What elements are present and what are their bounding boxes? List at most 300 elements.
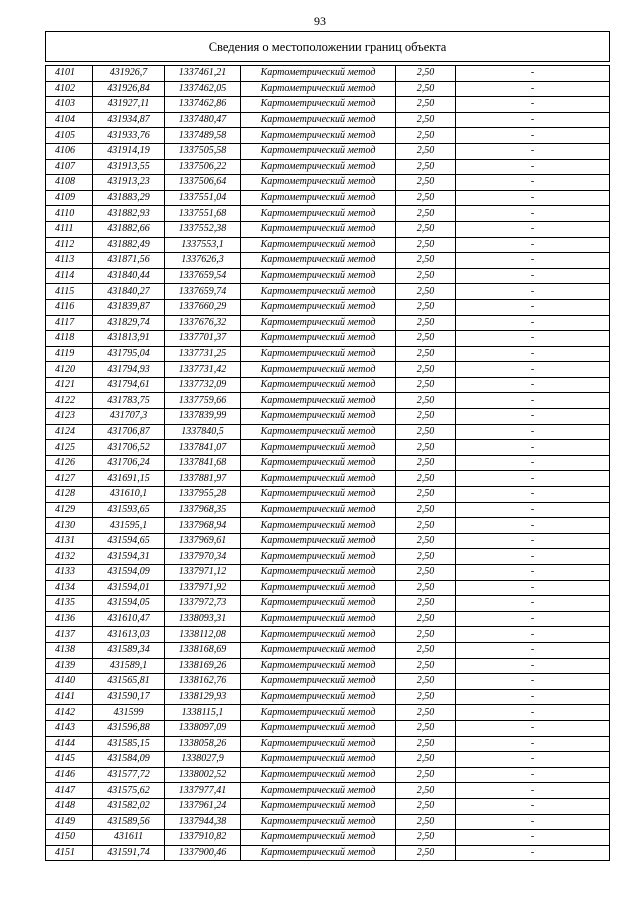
description-cell: -	[456, 440, 610, 456]
method-cell: Картометрический метод	[241, 487, 396, 503]
x-coordinate-cell: 431593,65	[93, 502, 165, 518]
x-coordinate-cell: 431584,09	[93, 752, 165, 768]
accuracy-cell: 2,50	[396, 143, 456, 159]
y-coordinate-cell: 1337839,99	[165, 409, 241, 425]
accuracy-cell: 2,50	[396, 440, 456, 456]
y-coordinate-cell: 1337461,21	[165, 66, 241, 82]
x-coordinate-cell: 431933,76	[93, 128, 165, 144]
y-coordinate-cell: 1337841,07	[165, 440, 241, 456]
table-row	[46, 642, 610, 658]
x-coordinate-cell: 431794,93	[93, 362, 165, 378]
x-coordinate-cell: 431611	[93, 830, 165, 846]
table-row	[46, 549, 610, 565]
table-row	[46, 502, 610, 518]
accuracy-cell: 2,50	[396, 455, 456, 471]
method-cell: Картометрический метод	[241, 221, 396, 237]
description-cell: -	[456, 81, 610, 97]
method-cell: Картометрический метод	[241, 736, 396, 752]
accuracy-cell: 2,50	[396, 658, 456, 674]
y-coordinate-cell: 1337551,68	[165, 206, 241, 222]
description-cell: -	[456, 549, 610, 565]
accuracy-cell: 2,50	[396, 315, 456, 331]
point-number-cell: 4133	[46, 565, 93, 581]
method-cell: Картометрический метод	[241, 424, 396, 440]
x-coordinate-cell: 431882,66	[93, 221, 165, 237]
description-cell: -	[456, 689, 610, 705]
accuracy-cell: 2,50	[396, 830, 456, 846]
point-number-cell: 4136	[46, 611, 93, 627]
x-coordinate-cell: 431813,91	[93, 331, 165, 347]
y-coordinate-cell: 1338129,93	[165, 689, 241, 705]
description-cell: -	[456, 143, 610, 159]
accuracy-cell: 2,50	[396, 66, 456, 82]
point-number-cell: 4117	[46, 315, 93, 331]
description-cell: -	[456, 299, 610, 315]
description-cell: -	[456, 190, 610, 206]
method-cell: Картометрический метод	[241, 159, 396, 175]
description-cell: -	[456, 596, 610, 612]
accuracy-cell: 2,50	[396, 845, 456, 861]
x-coordinate-cell: 431707,3	[93, 409, 165, 425]
table-row	[46, 66, 610, 82]
y-coordinate-cell: 1337840,5	[165, 424, 241, 440]
description-cell: -	[456, 206, 610, 222]
table-row	[46, 627, 610, 643]
description-cell: -	[456, 66, 610, 82]
accuracy-cell: 2,50	[396, 596, 456, 612]
method-cell: Картометрический метод	[241, 81, 396, 97]
method-cell: Картометрический метод	[241, 66, 396, 82]
table-row	[46, 206, 610, 222]
description-cell: -	[456, 315, 610, 331]
table-row	[46, 596, 610, 612]
x-coordinate-cell: 431589,1	[93, 658, 165, 674]
y-coordinate-cell: 1337910,82	[165, 830, 241, 846]
description-cell: -	[456, 175, 610, 191]
table-row	[46, 814, 610, 830]
point-number-cell: 4129	[46, 502, 93, 518]
method-cell: Картометрический метод	[241, 284, 396, 300]
accuracy-cell: 2,50	[396, 221, 456, 237]
accuracy-cell: 2,50	[396, 159, 456, 175]
method-cell: Картометрический метод	[241, 190, 396, 206]
point-number-cell: 4139	[46, 658, 93, 674]
accuracy-cell: 2,50	[396, 689, 456, 705]
point-number-cell: 4148	[46, 798, 93, 814]
accuracy-cell: 2,50	[396, 518, 456, 534]
method-cell: Картометрический метод	[241, 175, 396, 191]
point-number-cell: 4120	[46, 362, 93, 378]
table-row	[46, 159, 610, 175]
y-coordinate-cell: 1337462,86	[165, 97, 241, 113]
accuracy-cell: 2,50	[396, 175, 456, 191]
description-cell: -	[456, 502, 610, 518]
x-coordinate-cell: 431589,34	[93, 642, 165, 658]
point-number-cell: 4143	[46, 720, 93, 736]
x-coordinate-cell: 431883,29	[93, 190, 165, 206]
y-coordinate-cell: 1337944,38	[165, 814, 241, 830]
table-row	[46, 377, 610, 393]
y-coordinate-cell: 1337841,68	[165, 455, 241, 471]
y-coordinate-cell: 1337732,09	[165, 377, 241, 393]
accuracy-cell: 2,50	[396, 128, 456, 144]
x-coordinate-cell: 431589,56	[93, 814, 165, 830]
table-row	[46, 81, 610, 97]
y-coordinate-cell: 1337659,74	[165, 284, 241, 300]
y-coordinate-cell: 1337553,1	[165, 237, 241, 253]
description-cell: -	[456, 331, 610, 347]
accuracy-cell: 2,50	[396, 190, 456, 206]
method-cell: Картометрический метод	[241, 814, 396, 830]
y-coordinate-cell: 1337759,66	[165, 393, 241, 409]
description-cell: -	[456, 487, 610, 503]
accuracy-cell: 2,50	[396, 565, 456, 581]
table-title-row	[46, 32, 610, 62]
accuracy-cell: 2,50	[396, 674, 456, 690]
x-coordinate-cell: 431599	[93, 705, 165, 721]
point-number-cell: 4111	[46, 221, 93, 237]
x-coordinate-cell: 431913,23	[93, 175, 165, 191]
description-cell: -	[456, 362, 610, 378]
accuracy-cell: 2,50	[396, 642, 456, 658]
table-row	[46, 112, 610, 128]
point-number-cell: 4119	[46, 346, 93, 362]
description-cell: -	[456, 253, 610, 269]
accuracy-cell: 2,50	[396, 112, 456, 128]
table-row	[46, 689, 610, 705]
table-row	[46, 736, 610, 752]
table-row	[46, 346, 610, 362]
y-coordinate-cell: 1338169,26	[165, 658, 241, 674]
accuracy-cell: 2,50	[396, 268, 456, 284]
description-cell: -	[456, 237, 610, 253]
accuracy-cell: 2,50	[396, 502, 456, 518]
description-cell: -	[456, 268, 610, 284]
description-cell: -	[456, 611, 610, 627]
point-number-cell: 4125	[46, 440, 93, 456]
description-cell: -	[456, 627, 610, 643]
method-cell: Картометрический метод	[241, 533, 396, 549]
point-number-cell: 4114	[46, 268, 93, 284]
x-coordinate-cell: 431882,49	[93, 237, 165, 253]
y-coordinate-cell: 1337659,54	[165, 268, 241, 284]
accuracy-cell: 2,50	[396, 331, 456, 347]
method-cell: Картометрический метод	[241, 112, 396, 128]
method-cell: Картометрический метод	[241, 580, 396, 596]
point-number-cell: 4106	[46, 143, 93, 159]
table-row	[46, 315, 610, 331]
x-coordinate-cell: 431882,93	[93, 206, 165, 222]
point-number-cell: 4128	[46, 487, 93, 503]
description-cell: -	[456, 393, 610, 409]
description-cell: -	[456, 705, 610, 721]
table-row	[46, 237, 610, 253]
table-row	[46, 533, 610, 549]
table-row	[46, 720, 610, 736]
table-row	[46, 518, 610, 534]
method-cell: Картометрический метод	[241, 237, 396, 253]
x-coordinate-cell: 431926,7	[93, 66, 165, 82]
method-cell: Картометрический метод	[241, 611, 396, 627]
method-cell: Картометрический метод	[241, 783, 396, 799]
method-cell: Картометрический метод	[241, 346, 396, 362]
point-number-cell: 4110	[46, 206, 93, 222]
point-number-cell: 4116	[46, 299, 93, 315]
point-number-cell: 4147	[46, 783, 93, 799]
accuracy-cell: 2,50	[396, 580, 456, 596]
table-row	[46, 783, 610, 799]
point-number-cell: 4112	[46, 237, 93, 253]
accuracy-cell: 2,50	[396, 783, 456, 799]
y-coordinate-cell: 1338162,76	[165, 674, 241, 690]
point-number-cell: 4108	[46, 175, 93, 191]
point-number-cell: 4135	[46, 596, 93, 612]
point-number-cell: 4102	[46, 81, 93, 97]
table-row	[46, 767, 610, 783]
point-number-cell: 4115	[46, 284, 93, 300]
method-cell: Картометрический метод	[241, 720, 396, 736]
method-cell: Картометрический метод	[241, 627, 396, 643]
point-number-cell: 4105	[46, 128, 93, 144]
y-coordinate-cell: 1337968,35	[165, 502, 241, 518]
point-number-cell: 4134	[46, 580, 93, 596]
method-cell: Картометрический метод	[241, 471, 396, 487]
y-coordinate-cell: 1338115,1	[165, 705, 241, 721]
table-row	[46, 611, 610, 627]
y-coordinate-cell: 1338027,9	[165, 752, 241, 768]
x-coordinate-cell: 431594,01	[93, 580, 165, 596]
accuracy-cell: 2,50	[396, 798, 456, 814]
table-row	[46, 424, 610, 440]
point-number-cell: 4101	[46, 66, 93, 82]
x-coordinate-cell: 431706,87	[93, 424, 165, 440]
point-number-cell: 4132	[46, 549, 93, 565]
table-row	[46, 331, 610, 347]
method-cell: Картометрический метод	[241, 315, 396, 331]
point-number-cell: 4137	[46, 627, 93, 643]
point-number-cell: 4140	[46, 674, 93, 690]
accuracy-cell: 2,50	[396, 533, 456, 549]
description-cell: -	[456, 580, 610, 596]
table-row	[46, 97, 610, 113]
y-coordinate-cell: 1338058,26	[165, 736, 241, 752]
description-cell: -	[456, 642, 610, 658]
point-number-cell: 4109	[46, 190, 93, 206]
x-coordinate-cell: 431594,05	[93, 596, 165, 612]
x-coordinate-cell: 431794,61	[93, 377, 165, 393]
point-number-cell: 4149	[46, 814, 93, 830]
x-coordinate-cell: 431590,17	[93, 689, 165, 705]
point-number-cell: 4130	[46, 518, 93, 534]
x-coordinate-cell: 431565,81	[93, 674, 165, 690]
table-row	[46, 284, 610, 300]
description-cell: -	[456, 767, 610, 783]
description-cell: -	[456, 159, 610, 175]
method-cell: Картометрический метод	[241, 798, 396, 814]
y-coordinate-cell: 1338168,69	[165, 642, 241, 658]
point-number-cell: 4103	[46, 97, 93, 113]
description-cell: -	[456, 720, 610, 736]
point-number-cell: 4151	[46, 845, 93, 861]
table-row	[46, 487, 610, 503]
point-number-cell: 4131	[46, 533, 93, 549]
method-cell: Картометрический метод	[241, 658, 396, 674]
y-coordinate-cell: 1337506,22	[165, 159, 241, 175]
point-number-cell: 4126	[46, 455, 93, 471]
point-number-cell: 4107	[46, 159, 93, 175]
description-cell: -	[456, 97, 610, 113]
y-coordinate-cell: 1337701,37	[165, 331, 241, 347]
y-coordinate-cell: 1337955,28	[165, 487, 241, 503]
description-cell: -	[456, 346, 610, 362]
x-coordinate-cell: 431871,56	[93, 253, 165, 269]
point-number-cell: 4141	[46, 689, 93, 705]
point-number-cell: 4122	[46, 393, 93, 409]
accuracy-cell: 2,50	[396, 81, 456, 97]
table-row	[46, 440, 610, 456]
method-cell: Картометрический метод	[241, 268, 396, 284]
method-cell: Картометрический метод	[241, 642, 396, 658]
method-cell: Картометрический метод	[241, 253, 396, 269]
y-coordinate-cell: 1337961,24	[165, 798, 241, 814]
y-coordinate-cell: 1337506,64	[165, 175, 241, 191]
y-coordinate-cell: 1337551,04	[165, 190, 241, 206]
method-cell: Картометрический метод	[241, 455, 396, 471]
x-coordinate-cell: 431585,15	[93, 736, 165, 752]
accuracy-cell: 2,50	[396, 814, 456, 830]
x-coordinate-cell: 431582,02	[93, 798, 165, 814]
accuracy-cell: 2,50	[396, 206, 456, 222]
point-number-cell: 4127	[46, 471, 93, 487]
method-cell: Картометрический метод	[241, 440, 396, 456]
x-coordinate-cell: 431829,74	[93, 315, 165, 331]
description-cell: -	[456, 128, 610, 144]
method-cell: Картометрический метод	[241, 393, 396, 409]
x-coordinate-cell: 431706,52	[93, 440, 165, 456]
x-coordinate-cell: 431926,84	[93, 81, 165, 97]
description-cell: -	[456, 814, 610, 830]
x-coordinate-cell: 431795,04	[93, 346, 165, 362]
table-row	[46, 658, 610, 674]
method-cell: Картометрический метод	[241, 565, 396, 581]
x-coordinate-cell: 431575,62	[93, 783, 165, 799]
table-title: Сведения о местоположении границ объекта	[46, 32, 610, 62]
accuracy-cell: 2,50	[396, 767, 456, 783]
description-cell: -	[456, 112, 610, 128]
point-number-cell: 4124	[46, 424, 93, 440]
x-coordinate-cell: 431934,87	[93, 112, 165, 128]
x-coordinate-cell: 431914,19	[93, 143, 165, 159]
y-coordinate-cell: 1337626,3	[165, 253, 241, 269]
description-cell: -	[456, 565, 610, 581]
point-number-cell: 4142	[46, 705, 93, 721]
description-cell: -	[456, 783, 610, 799]
method-cell: Картометрический метод	[241, 362, 396, 378]
description-cell: -	[456, 845, 610, 861]
boundary-coordinates-table	[45, 31, 610, 861]
x-coordinate-cell: 431595,1	[93, 518, 165, 534]
table-row	[46, 798, 610, 814]
accuracy-cell: 2,50	[396, 346, 456, 362]
method-cell: Картометрический метод	[241, 689, 396, 705]
method-cell: Картометрический метод	[241, 409, 396, 425]
accuracy-cell: 2,50	[396, 627, 456, 643]
table-row	[46, 393, 610, 409]
table-row	[46, 253, 610, 269]
point-number-cell: 4144	[46, 736, 93, 752]
table-row	[46, 409, 610, 425]
y-coordinate-cell: 1337462,05	[165, 81, 241, 97]
x-coordinate-cell: 431927,11	[93, 97, 165, 113]
method-cell: Картометрический метод	[241, 128, 396, 144]
method-cell: Картометрический метод	[241, 596, 396, 612]
y-coordinate-cell: 1338093,31	[165, 611, 241, 627]
y-coordinate-cell: 1337971,12	[165, 565, 241, 581]
x-coordinate-cell: 431577,72	[93, 767, 165, 783]
x-coordinate-cell: 431840,27	[93, 284, 165, 300]
method-cell: Картометрический метод	[241, 830, 396, 846]
point-number-cell: 4121	[46, 377, 93, 393]
point-number-cell: 4138	[46, 642, 93, 658]
y-coordinate-cell: 1337969,61	[165, 533, 241, 549]
method-cell: Картометрический метод	[241, 331, 396, 347]
page-number: 93	[314, 14, 326, 28]
accuracy-cell: 2,50	[396, 97, 456, 113]
description-cell: -	[456, 284, 610, 300]
y-coordinate-cell: 1337660,29	[165, 299, 241, 315]
table-row	[46, 190, 610, 206]
x-coordinate-cell: 431691,15	[93, 471, 165, 487]
method-cell: Картометрический метод	[241, 299, 396, 315]
description-cell: -	[456, 377, 610, 393]
description-cell: -	[456, 424, 610, 440]
method-cell: Картометрический метод	[241, 518, 396, 534]
table-row	[46, 268, 610, 284]
method-cell: Картометрический метод	[241, 549, 396, 565]
x-coordinate-cell: 431596,88	[93, 720, 165, 736]
x-coordinate-cell: 431594,31	[93, 549, 165, 565]
accuracy-cell: 2,50	[396, 752, 456, 768]
y-coordinate-cell: 1338112,08	[165, 627, 241, 643]
method-cell: Картометрический метод	[241, 502, 396, 518]
description-cell: -	[456, 674, 610, 690]
y-coordinate-cell: 1337480,47	[165, 112, 241, 128]
table-row	[46, 471, 610, 487]
y-coordinate-cell: 1337900,46	[165, 845, 241, 861]
table-row	[46, 752, 610, 768]
method-cell: Картометрический метод	[241, 705, 396, 721]
accuracy-cell: 2,50	[396, 611, 456, 627]
accuracy-cell: 2,50	[396, 424, 456, 440]
point-number-cell: 4145	[46, 752, 93, 768]
method-cell: Картометрический метод	[241, 206, 396, 222]
accuracy-cell: 2,50	[396, 736, 456, 752]
accuracy-cell: 2,50	[396, 284, 456, 300]
y-coordinate-cell: 1338097,09	[165, 720, 241, 736]
y-coordinate-cell: 1337505,58	[165, 143, 241, 159]
method-cell: Картометрический метод	[241, 845, 396, 861]
y-coordinate-cell: 1337881,97	[165, 471, 241, 487]
x-coordinate-cell: 431591,74	[93, 845, 165, 861]
x-coordinate-cell: 431594,09	[93, 565, 165, 581]
table-row	[46, 674, 610, 690]
point-number-cell: 4104	[46, 112, 93, 128]
y-coordinate-cell: 1337972,73	[165, 596, 241, 612]
y-coordinate-cell: 1338002,52	[165, 767, 241, 783]
table-row	[46, 565, 610, 581]
description-cell: -	[456, 798, 610, 814]
table-row	[46, 175, 610, 191]
